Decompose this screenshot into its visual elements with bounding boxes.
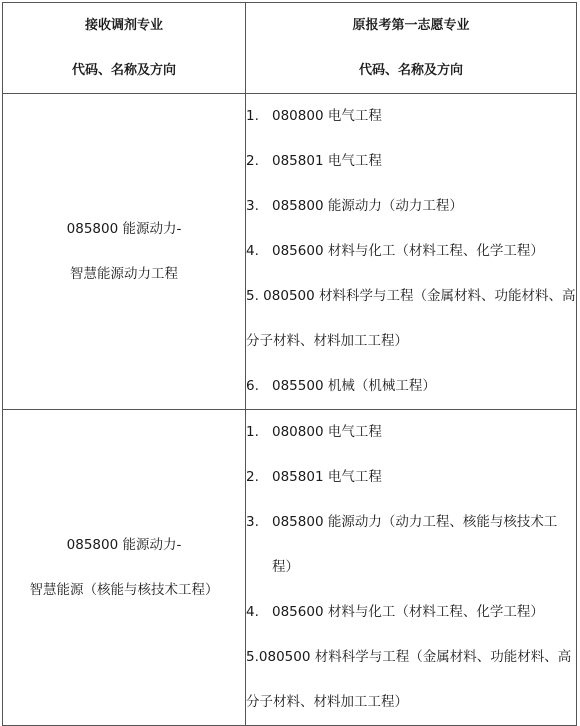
- header-right-line1: 原报考第一志愿专业: [352, 18, 470, 33]
- item-text: 080800 电气工程: [272, 108, 382, 124]
- receiving-major-cell: [3, 94, 246, 410]
- item-text: 085801 电气工程: [272, 153, 382, 169]
- header-left-line1: 接收调剂专业: [84, 18, 163, 33]
- receiving-major-line2: 智慧能源（核能与核技术工程）: [29, 581, 219, 598]
- table-row: [3, 94, 577, 410]
- item-number: 3.: [246, 198, 259, 214]
- list-item: [246, 635, 576, 725]
- item-text: 085801 电气工程: [272, 469, 382, 485]
- list-item: [246, 139, 576, 184]
- item-text: 085600 材料与化工（材料工程、化学工程）: [272, 243, 544, 259]
- list-item: [246, 410, 576, 455]
- original-major-list: [246, 410, 577, 726]
- item-number: 4.: [246, 604, 259, 620]
- original-major-list: [246, 94, 577, 410]
- item-text: 085500 机械（机械工程）: [272, 378, 436, 394]
- item-text: 085800 能源动力（动力工程、核能与核技术工程）: [272, 514, 558, 575]
- item-text: 080500 材料科学与工程（金属材料、功能材料、高分子材料、材料加工工程）: [246, 649, 572, 710]
- receiving-major-line1: 085800 能源动力-: [66, 220, 182, 237]
- header-original-major: [246, 3, 577, 94]
- item-number: 2.: [246, 153, 259, 169]
- major-transfer-table: [2, 2, 577, 726]
- list-item: [246, 184, 576, 229]
- item-number: 4.: [246, 243, 259, 259]
- header-left-line2: 代码、名称及方向: [71, 63, 176, 78]
- item-text: 085800 能源动力（动力工程）: [272, 198, 463, 214]
- list-item: [246, 229, 576, 274]
- list-item: [246, 455, 576, 500]
- header-right-line2: 代码、名称及方向: [358, 63, 463, 78]
- item-text: 085600 材料与化工（材料工程、化学工程）: [272, 604, 544, 620]
- receiving-major-line1: 085800 能源动力-: [66, 536, 182, 553]
- item-number: 5.: [246, 288, 259, 304]
- header-row: [3, 3, 577, 94]
- list-item: [246, 274, 576, 364]
- list-item: [246, 364, 576, 409]
- list-item: [246, 500, 576, 590]
- item-number: 1.: [246, 424, 259, 440]
- receiving-major-cell: [3, 410, 246, 726]
- receiving-major-line2: 智慧能源动力工程: [70, 265, 178, 282]
- item-number: 6.: [246, 378, 259, 394]
- list-item: [246, 94, 576, 139]
- item-number: 3.: [246, 514, 259, 530]
- header-receiving-major: [3, 3, 246, 94]
- table-row: [3, 410, 577, 726]
- list-item: [246, 590, 576, 635]
- item-number: 1.: [246, 108, 259, 124]
- item-number: 5.: [246, 649, 259, 665]
- item-number: 2.: [246, 469, 259, 485]
- item-text: 080500 材料科学与工程（金属材料、功能材料、高分子材料、材料加工工程）: [246, 288, 576, 349]
- item-text: 080800 电气工程: [272, 424, 382, 440]
